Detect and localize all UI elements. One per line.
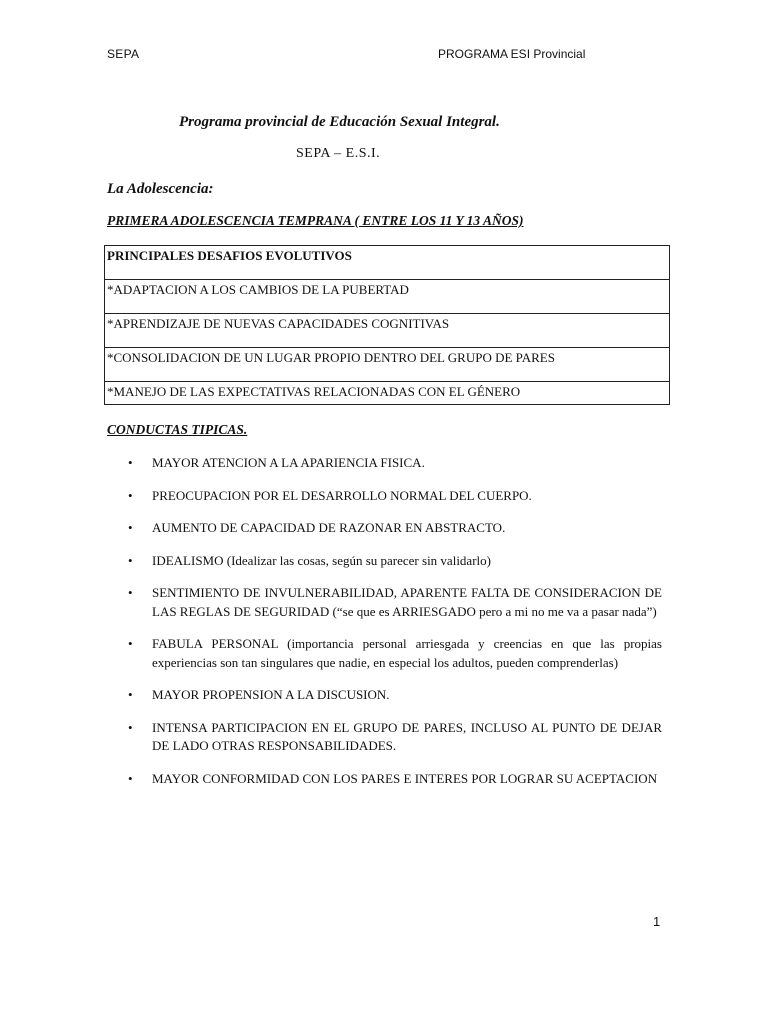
header-left: SEPA (107, 47, 140, 61)
list-item-text: MAYOR PROPENSION A LA DISCUSION. (152, 687, 390, 702)
list-item (128, 635, 662, 672)
bullet-icon: • (128, 585, 133, 600)
bullet-icon: • (128, 455, 133, 470)
list-item-text: SENTIMIENTO DE INVULNERABILIDAD, APARENTE FALTA DE CONSIDERACION DE LAS REGLAS DE SEGURIDAD (“se que es ARRIESGADO pero a mi no me va a pasar nada”) (152, 585, 662, 619)
list-item-text: PREOCUPACION POR EL DESARROLLO NORMAL DEL CUERPO. (152, 487, 532, 503)
challenges-table (104, 245, 670, 405)
table-row (105, 382, 670, 405)
table-header-cell: PRINCIPALES DESAFIOS EVOLUTIVOS (105, 246, 670, 280)
list-item (128, 487, 662, 506)
document-subtitle: SEPA – E.S.I. (296, 146, 381, 161)
stage-heading: PRIMERA ADOLESCENCIA TEMPRANA ( ENTRE LOS 11 Y 13 AÑOS) (107, 213, 524, 228)
conductas-heading: CONDUCTAS TIPICAS. (107, 422, 248, 437)
list-item (128, 454, 662, 473)
list-item (128, 519, 662, 538)
table-row (105, 280, 670, 314)
header-right: PROGRAMA ESI Provincial (438, 47, 586, 61)
list-item (128, 584, 662, 621)
list-item (128, 719, 662, 756)
table-cell: *CONSOLIDACION DE UN LUGAR PROPIO DENTRO DEL GRUPO DE PARES (105, 348, 670, 382)
bullet-icon: • (128, 520, 133, 535)
list-item (128, 770, 662, 789)
table-cell: *ADAPTACION A LOS CAMBIOS DE LA PUBERTAD (105, 280, 670, 314)
document-title: Programa provincial de Educación Sexual Integral. (179, 114, 500, 130)
table-row (105, 348, 670, 382)
behaviors-list (128, 454, 662, 802)
list-item-text: INTENSA PARTICIPACION EN EL GRUPO DE PARES, INCLUSO AL PUNTO DE DEJAR DE LADO OTRAS RESPONSABILIDADES. (152, 719, 662, 753)
list-item (128, 686, 662, 705)
table-header-row (105, 246, 670, 280)
bullet-icon: • (128, 719, 133, 735)
bullet-icon: • (128, 770, 133, 786)
list-item-text: MAYOR ATENCION A LA APARIENCIA FISICA. (152, 455, 425, 470)
page-number: 1 (653, 914, 661, 929)
table-row (105, 314, 670, 348)
list-item-text: MAYOR CONFORMIDAD CON LOS PARES E INTERES POR LOGRAR SU ACEPTACION (152, 770, 658, 786)
bullet-icon: • (128, 636, 133, 651)
list-item (128, 552, 662, 571)
list-item-text: IDEALISMO (Idealizar las cosas, según su parecer sin validarlo) (152, 552, 491, 568)
bullet-icon: • (128, 687, 133, 702)
list-item-text: AUMENTO DE CAPACIDAD DE RAZONAR EN ABSTRACTO. (152, 520, 506, 535)
section-heading: La Adolescencia: (107, 181, 214, 197)
table-cell: *APRENDIZAJE DE NUEVAS CAPACIDADES COGNITIVAS (105, 314, 670, 348)
bullet-icon: • (128, 552, 133, 568)
bullet-icon: • (128, 487, 133, 503)
table-cell: *MANEJO DE LAS EXPECTATIVAS RELACIONADAS CON EL GÉNERO (105, 382, 670, 405)
list-item-text: FABULA PERSONAL (importancia personal arriesgada y creencias en que las propias experiencias son tan singulares que nadie, en especial los adultos, pueden comprenderlas) (152, 636, 662, 670)
